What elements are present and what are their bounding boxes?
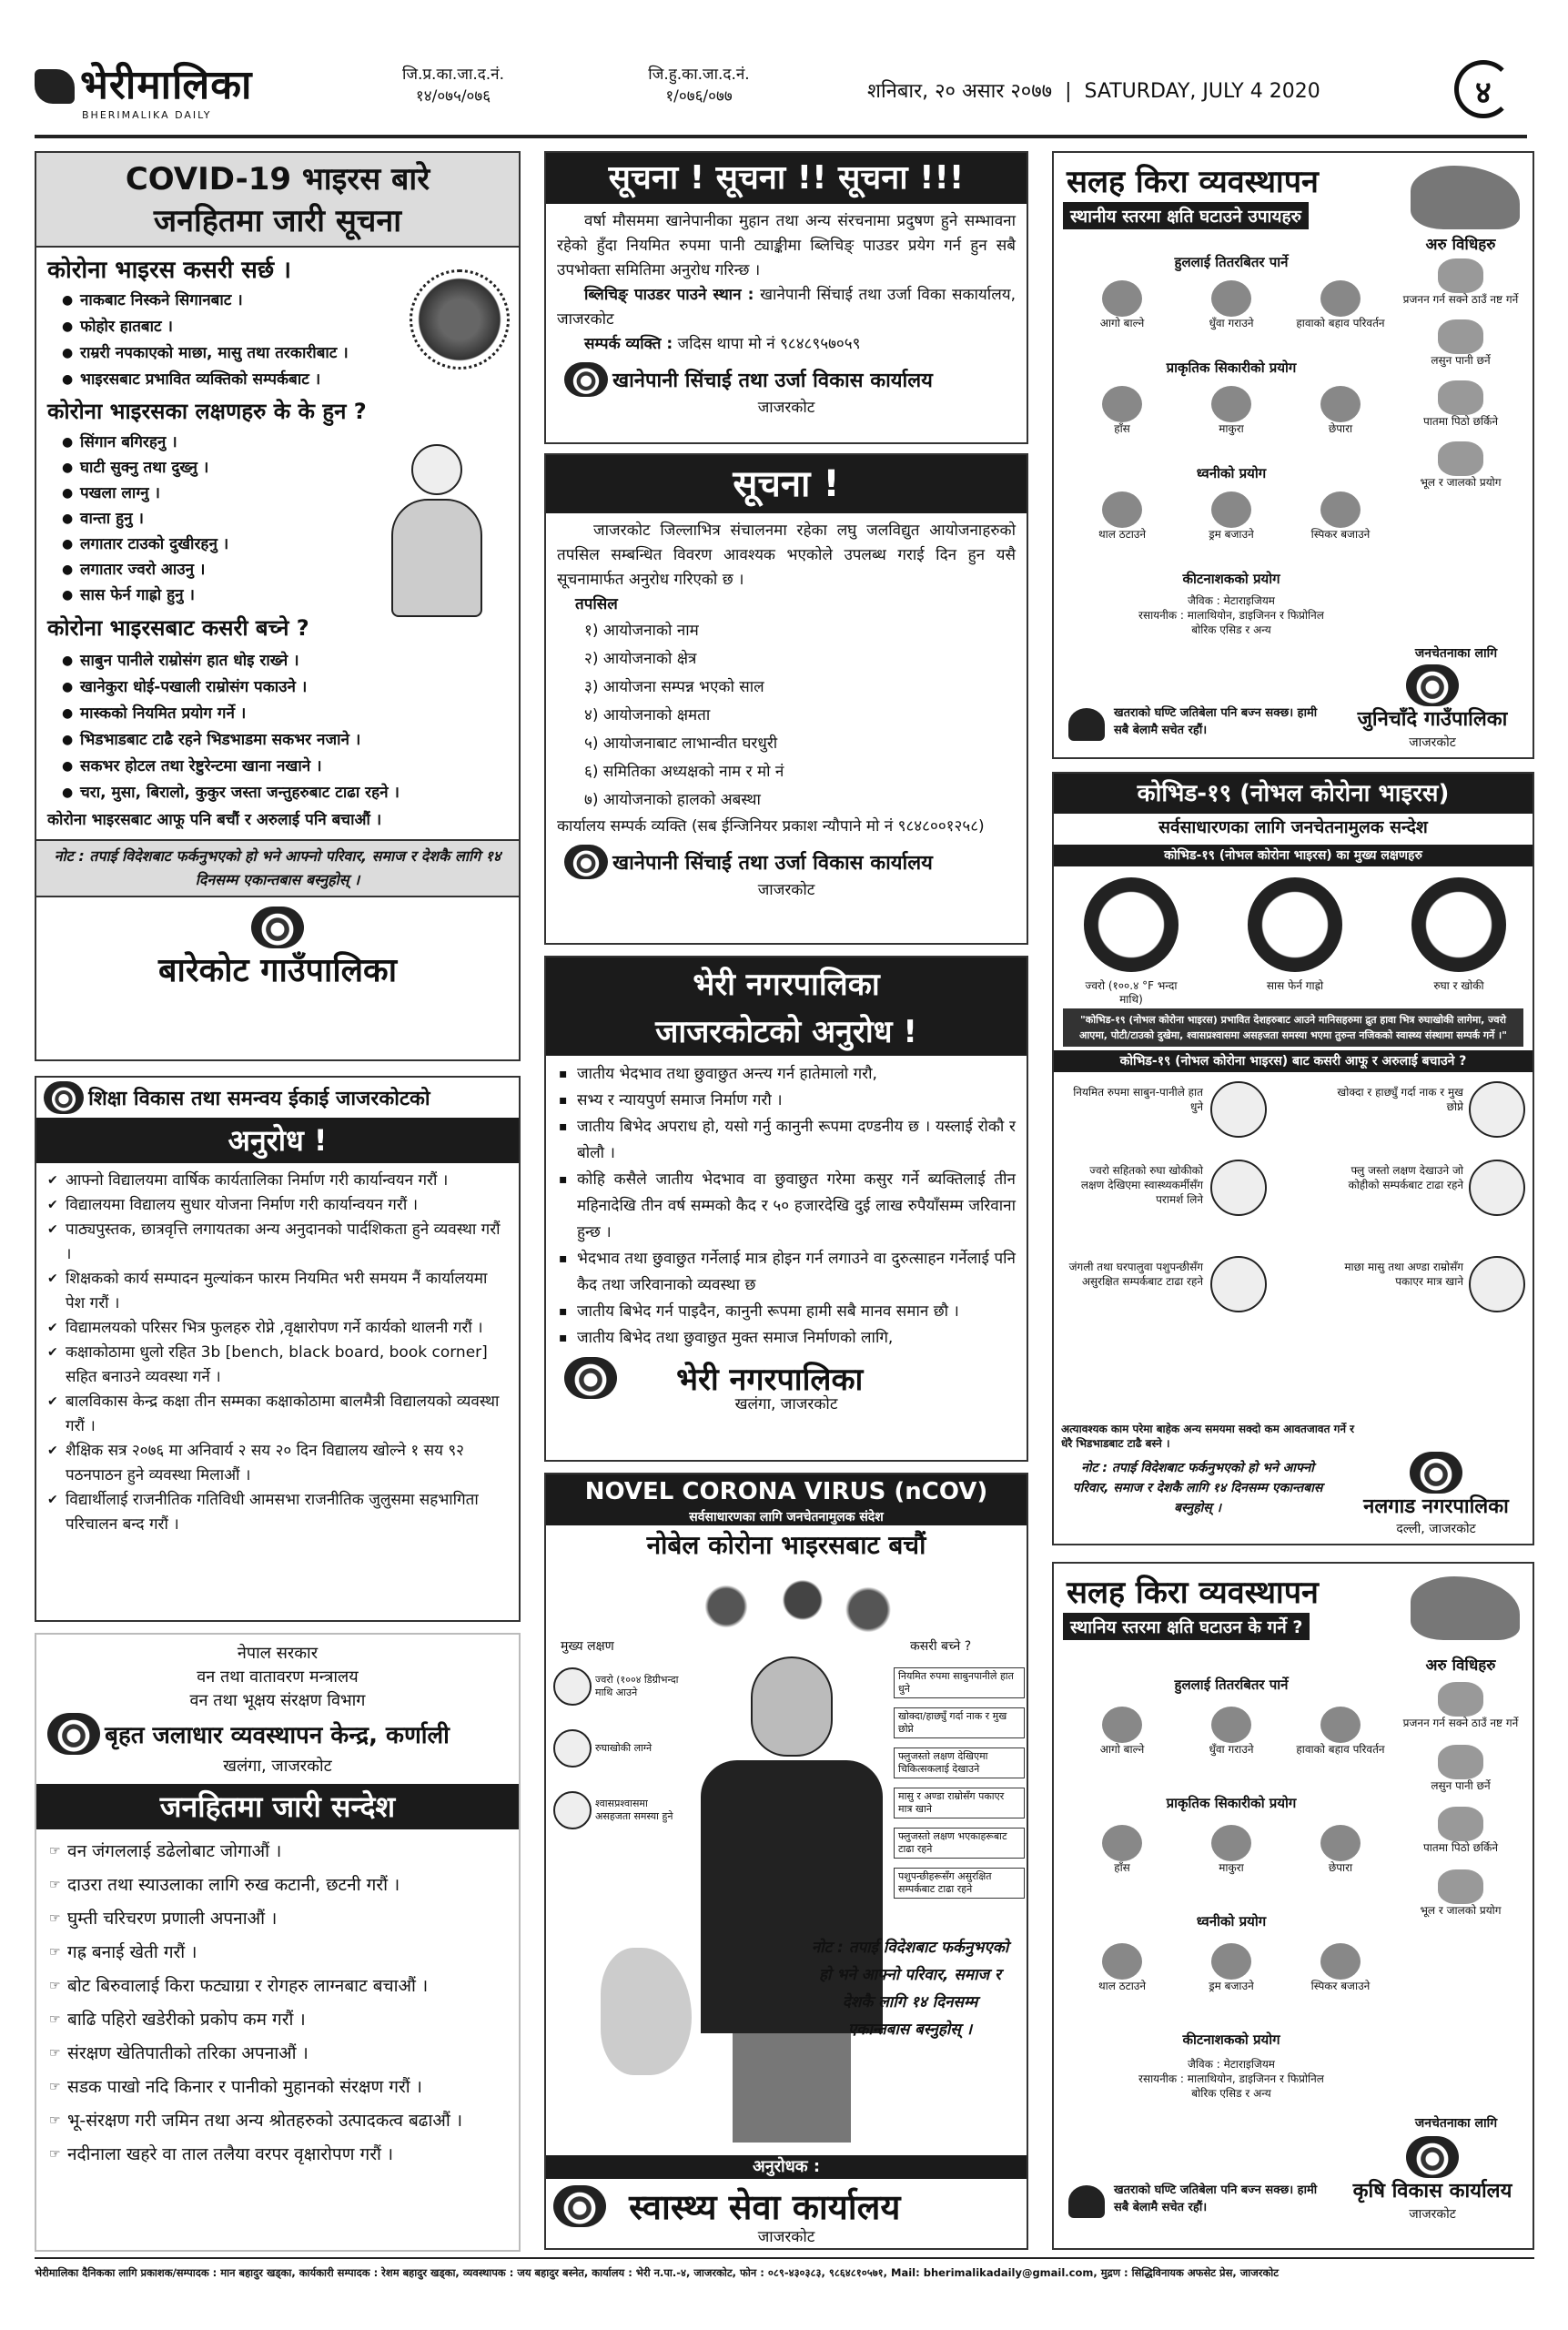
duck-icon — [1102, 386, 1142, 422]
education-notice — [35, 1076, 521, 1622]
ncov-subtitle: सर्वसाधारणका लागि जनचेतनामुलक संदेश — [546, 1509, 1027, 1525]
watershed-item: ☞ संरक्षण खेतिपातीको तरिका अपनाऔं । — [47, 2037, 508, 2071]
bheri-item: ▪ जातीय बिभेद तथा छुवाछुत मुक्त समाज निर्माणको लागि, — [557, 1325, 1016, 1352]
speaker-icon — [1320, 1943, 1361, 1980]
symptom-heading: कोरोना भाइरसका लक्षणहरु के के हुन ? — [47, 399, 367, 424]
locust-management-2 — [1052, 1562, 1534, 2250]
spread-item: ● फोहोर हातबाट । — [60, 314, 357, 340]
symptom-item: ● लगातार ज्वरो आउनु । — [60, 557, 357, 582]
education-item: ✔ बालविकास केन्द्र कक्षा तीन सम्मका कक्षाकोठामा बालमैत्री विद्यालयको व्यवस्था गरौं । — [46, 1390, 510, 1439]
protect-item: ● भिडभाडबाट टाढै रहने भिडभाडमा सकभर नजाने । — [60, 727, 484, 754]
notice2-place: जाजरकोट — [757, 881, 815, 899]
ncov-item-text: खोक्दा/हाछ्युँ गर्दा नाक र मुख छोप्ने — [894, 1707, 1025, 1738]
drum-icon — [1211, 491, 1251, 528]
page-number-badge: ४ — [1454, 60, 1512, 118]
pest-method-item: हावाको बहाव परिवर्तन — [1290, 1707, 1391, 1757]
pest-method-item: स्पिकर बजाउने — [1290, 491, 1391, 542]
education-item: ✔ विद्यामलयको परिसर भित्र फुलहरु रोप्ने ,वृक्षारोपण गर्ने कार्यको थालनी गरौं । — [46, 1316, 510, 1341]
education-item: ✔ कक्षाकोठामा धुलो रहित 3b [bench, black board, book corner] सहित बनाउने व्यवस्था गर्ने । — [46, 1341, 510, 1390]
wind-icon — [1320, 1707, 1361, 1743]
prevention-icon — [1210, 1081, 1267, 1138]
covid-note: नोट : तपाई विदेशबाट फर्कनुभएको हो भने आफ्नो परिवार, समाज र देशकै लागि १४ दिनसम्म एकान्तबास बस्नुहोस् । — [36, 839, 519, 897]
education-list — [36, 1163, 519, 1543]
garlic-icon — [1438, 319, 1483, 354]
pest-method-item: ड्रम बजाउने — [1181, 1943, 1281, 1993]
covid19-bold-note: अत्यावश्यक काम परेमा बाहेक अन्य समयमा सक्दो कम आवतजावत गर्ने र धेरै भिडभाडबाट टाढै बस्ने । — [1061, 1423, 1355, 1450]
newspaper-logo — [35, 62, 308, 121]
protect-heading: कोरोना भाइरसबाट कसरी बच्ने ? — [47, 615, 309, 641]
pest-title: सलह किरा व्यवस्थापन — [1067, 1575, 1319, 1611]
ncov-symptom-item — [553, 1729, 681, 1768]
pest-method-item: ड्रम बजाउने — [1181, 491, 1281, 542]
covid19-subtitle: सर्वसाधारणका लागि जनचेतनामुलक सन्देश — [1158, 817, 1428, 837]
notice2-item: १) आयोजनाको नाम — [584, 622, 699, 640]
covid19-prevent-grid — [1054, 1072, 1533, 1345]
symptom-item: ● वान्ता हुनु । — [60, 506, 357, 532]
flour-icon — [1438, 380, 1483, 415]
plate-icon — [1102, 491, 1142, 528]
pest-method-item: थाल ठटाउने — [1072, 491, 1172, 542]
notice2-title: सूचना ! — [546, 455, 1027, 513]
nepal-emblem-icon — [44, 1081, 84, 1114]
symptom-item: ● घाटी सुक्नु तथा दुख्नु । — [60, 455, 357, 481]
covid19-info: "कोभिड-१९ (नोभल कोरोना भाइरस) प्रभावित देशहरुबाट आउने मानिसहरुमा द्रुत हावा भित्र रुघाखोकी लागेमा, ज्वरो आएमा, पोटी/टाउको दुखेमा, श्वासप्रश्वासमा असहजता समस्या भएमा तुरुन्त नजिकको स्वास्थ्य संस्थामा सम्पर्क गर्ने ।" — [1063, 1008, 1523, 1047]
drum-icon — [1211, 1943, 1251, 1980]
wind-icon — [1320, 280, 1361, 317]
symptom-list — [47, 430, 357, 608]
ncov-prevent-item — [894, 1748, 1025, 1778]
covid19-title: कोभिड-१९ (नोभल कोरोना भाइरस) — [1054, 774, 1533, 814]
pest-alert: खतराको घण्टि जतिबेला पनि बज्न सक्छ। हामी सबै बेलामै सचेत रहौं। — [1114, 2183, 1318, 2214]
notice1-org-row — [546, 362, 1027, 397]
pest-aware-label: जनचेतनाका लागि — [1414, 2115, 1498, 2131]
pest-pesticides: जैविक : मेटाराइजियम रसायनीक : मालाथियोन, डाइजिनन र फिप्रोनिल बोरिक एसिड र अन्य — [1138, 2058, 1324, 2101]
pest-subtitle: स्थानिय स्तरमा क्षति घटाउन के गर्ने ? — [1063, 1613, 1310, 1640]
cough-face-icon — [1411, 877, 1506, 972]
lizard-icon — [1320, 386, 1361, 422]
nepal-emblem-icon — [1406, 664, 1459, 706]
symptom-item: ● पखला लाग्नु । — [60, 481, 357, 506]
covid-notice — [35, 151, 521, 1061]
symptom-face-icon — [553, 1667, 592, 1706]
covid19-prevent-right: फ्लु जस्तो लक्षण देखाउने जो कोहीको सम्पर्कबाट टाढा रहने — [1348, 1164, 1463, 1191]
ncov-item-text: ज्वरो (१००४ डिग्रीभन्दा माथि आउने — [595, 1674, 679, 1698]
education-item: ✔ शैक्षिक सत्र २०७६ मा अनिवार्य २ सय २० दिन विद्यालय खोल्ने १ सय ९२ पठनपाठन हुने व्यवस्था मिलाऔं । — [46, 1439, 510, 1488]
pest-method-item: छेपारा — [1290, 1825, 1391, 1875]
plant-icon — [1438, 258, 1483, 293]
nepal-emblem-icon — [47, 1713, 100, 1755]
nalgad-org: नलगाड नगरपालिका — [1363, 1495, 1509, 1518]
notice2-item: ६) समितिका अध्यक्षको नाम र मो नं — [584, 763, 784, 781]
watershed-item: ☞ सडक पाखो नदि किनार र पानीको मुहानको संरक्षण गरौं । — [47, 2071, 508, 2104]
pest-others-heading: अरु विधिहरु — [1425, 1656, 1496, 1675]
hydro-notice — [544, 453, 1028, 945]
duck-icon — [1102, 1825, 1142, 1861]
ncov-poster — [544, 1473, 1028, 2250]
symptom-face-icon — [553, 1729, 592, 1768]
watershed-item: ☞ घुम्ती चरिचरण प्रणाली अपनाऔं । — [47, 1902, 508, 1936]
symptom-item: ● सास फेर्न गाह्रो हुनु । — [60, 582, 357, 608]
smoke-icon — [1211, 1707, 1251, 1743]
nepal-emblem-icon — [564, 1357, 617, 1399]
registration-2: जि.हु.का.जा.द.नं. १/०७६/०७७ — [648, 66, 750, 106]
prevention-icon — [1210, 1160, 1267, 1216]
education-item: ✔ पाठ्यपुस्तक, छात्रवृत्ति लगायतका अन्य अनुदानको पार्दशिकता हुने व्यवस्था गरौं । — [46, 1218, 510, 1267]
pest-sec3: ध्वनीको प्रयोग — [1196, 465, 1267, 481]
protect-item: ● खानेकुरा धोई-पखाली राम्रोसंग पकाउने । — [60, 674, 484, 701]
ncov-prevent-item — [894, 1667, 1025, 1698]
bheri-place: खलंगा, जाजरकोट — [734, 1395, 838, 1413]
education-item: ✔ विद्यार्थीलाई राजनीतिक गतिविधी आमसभा राजनीतिक जुलुसमा सहभागिता परिचालन बन्द गरौं । — [46, 1488, 510, 1537]
pest-other-item: भूल र जालको प्रयोग — [1401, 1869, 1520, 1918]
pest-other-item: पातमा पिठो छर्किने — [1401, 380, 1520, 429]
pest-others-heading: अरु विधिहरु — [1425, 236, 1496, 254]
bheri-item: ▪ भेदभाव तथा छुवाछुत गर्नेलाई मात्र होइन गर्न लगाउने वा दुरुत्साहन गर्नेलाई पनि कैद तथा जरिवानाको व्यवस्था छ — [557, 1246, 1016, 1299]
pest-pesticides: जैविक : मेटाराइजियम रसायनीक : मालाथियोन, डाइजिनन र फिप्रोनिल बोरिक एसिड र अन्य — [1138, 594, 1324, 636]
watershed-org: बृहत जलाधार व्यवस्थापन केन्द्र, कर्णाली — [105, 1722, 450, 1749]
pest-sec4: कीटनाशकको प्रयोग — [1182, 571, 1280, 587]
pest-method-item: छेपारा — [1290, 386, 1391, 436]
pest-sec3: ध्वनीको प्रयोग — [1196, 1913, 1267, 1930]
pest-method-item: आगो बाल्ने — [1072, 280, 1172, 330]
notice2-item: २) आयोजनाको क्षेत्र — [584, 650, 697, 668]
pest-method-item: स्पिकर बजाउने — [1290, 1943, 1391, 1993]
breathing-face-icon — [1248, 877, 1342, 972]
pest-method-item: हावाको बहाव परिवर्तन — [1290, 280, 1391, 330]
ncov-item-text: मासु र अण्डा राम्रोसँग पकाएर मात्र खाने — [894, 1788, 1025, 1818]
ncov-org: स्वास्थ्य सेवा कार्यालय — [629, 2187, 901, 2227]
pest-sec2: प्राकृतिक सिकारीको प्रयोग — [1166, 360, 1297, 376]
watershed-item: ☞ वन जंगललाई डढेलोबाट जोगाऔं । — [47, 1835, 508, 1869]
covid19-symptom-item: सास फेर्न गाह्रो — [1236, 877, 1354, 993]
watershed-notice — [35, 1633, 521, 2252]
ncov-org-row — [553, 2183, 900, 2230]
ncov-symptom-item — [553, 1667, 681, 1706]
bheri-item: ▪ जातीय भेदभाव तथा छुवाछुत अन्त्य गर्न हातेमालो गरौ, — [557, 1061, 1016, 1088]
watershed-item: ☞ भू-संरक्षण गरी जमिन तथा अन्य श्रोतहरुको उत्पादकत्व बढाऔं । — [47, 2104, 508, 2138]
pest-title: सलह किरा व्यवस्थापन — [1067, 164, 1319, 200]
nepal-emblem-icon — [251, 907, 304, 948]
nepal-emblem-icon — [553, 2185, 606, 2227]
ncov-title: NOVEL CORONA VIRUS (nCOV) — [546, 1474, 1027, 1509]
spread-item: ● नाकबाट निस्कने सिगानबाट । — [60, 288, 357, 314]
net-icon — [1438, 441, 1483, 476]
pest-method-item: आगो बाल्ने — [1072, 1707, 1172, 1757]
plate-icon — [1102, 1943, 1142, 1980]
barekot-org: बारेकोट गाउँपालिका — [157, 952, 398, 989]
notice2-body: जाजरकोट जिल्लाभित्र संचालनमा रहेका लघु जलविद्युत आयोजनाहरुको तपसिल सम्बन्धित विवरण आवश्यक भएकोले उपलब्ध गराई दिन हुन यसै सूचनामार्फत अनुरोध गरिएको छ । तपसिल १) आयोजनाको नाम २) आयोजनाको क्षेत्र ३) आयोजना सम्पन्न भएको साल ४) आयोजनाको क्षमता ५) आयोजनाबाट लाभान्वीत घरधुरी ६) समितिका अध्यक्षको नाम र मो नं ७) आयोजनाको हालको अबस्था कार्यालय सम्पर्क व्यक्ति (सब ईन्जिनियर प्रकाश न्यौपाने मो नं ९८४८००१२५८) — [557, 522, 1016, 836]
symptom-item: ● सिंगान बगिरहनु । — [60, 430, 357, 455]
pest-org-block: कृषि विकास कार्यालय जाजरकोट — [1341, 2136, 1523, 2223]
symptom-item: ● लगातार टाउको दुखीरहनु । — [60, 532, 357, 557]
notice2-item: ७) आयोजनाको हालको अबस्था — [584, 791, 761, 809]
sneezing-man-illustration — [692, 1656, 892, 2148]
pest-alert: खतराको घण्टि जतिबेला पनि बज्न सक्छ। हामी सबै बेलामै सचेत रहौं। — [1114, 706, 1318, 737]
plant-icon — [1438, 1682, 1483, 1717]
alarm-bell-icon — [1068, 2185, 1105, 2218]
registration-1: जि.प्र.का.जा.द.नं. १४/०७५/०७६ — [401, 66, 505, 106]
covid19-prevent-left: नियमित रुपमा साबुन-पानीले हात धुने — [1073, 1086, 1203, 1113]
bheri-title: भेरी नगरपालिका जाजरकोटको अनुरोध ! — [546, 957, 1027, 1056]
ncov-prevent-item — [894, 1788, 1025, 1818]
footer-imprint: भेरीमालिका दैनिकका लागि प्रकाशक/सम्पादक : मान बहादुर खड्का, कार्यकारी सम्पादक : रेशम बहादुर खड्का, व्यवस्थापक : जय बहादुर बस्नेत, कार्यालय : भेरी न.पा.-४, जाजरकोट, फोन : ०८९-४३०३८३, ९८६४८१०५७१, Mail: bherimalikadaily@gmail.com, मुद्रण : सिद्धिविनायक अफसेट प्रेस, जाजरकोट — [35, 2266, 1280, 2279]
symptom-face-icon — [553, 1791, 592, 1829]
ncov-symptom-item — [553, 1791, 681, 1829]
nepal-emblem-icon — [564, 845, 608, 879]
ncov-item-text: रुघाखोकी लाग्ने — [595, 1742, 652, 1754]
nalgad-org-block — [1345, 1452, 1527, 1538]
covid19-poster — [1052, 772, 1534, 1545]
pest-other-item: भूल र जालको प्रयोग — [1401, 441, 1520, 490]
ncov-symptom-list — [553, 1667, 681, 1853]
virus-icon — [410, 269, 510, 370]
spread-heading: कोरोना भाइरस कसरी सर्छ । — [47, 257, 291, 284]
spread-item: ● भाइरसबाट प्रभावित व्यक्तिको सम्पर्कबाट । — [60, 367, 357, 393]
pest-method-item: धुँवा गराउने — [1181, 280, 1281, 330]
protect-item: ● मास्कको नियमित प्रयोग गर्ने । — [60, 701, 484, 727]
nepal-emblem-icon — [1410, 1452, 1462, 1494]
pest-aware-label: जनचेतनाका लागि — [1414, 646, 1498, 661]
education-item: ✔ शिक्षकको कार्य सम्पादन मुल्यांकन फारम नियमित भरी समयम नैं कार्यालयमा पेश गरौं । — [46, 1267, 510, 1316]
pest-other-item: प्रजनन गर्न सक्ने ठाउँ नष्ट गर्ने — [1401, 258, 1520, 307]
water-notice-1 — [544, 151, 1028, 444]
ncov-item-text: फ्लुजस्तो लक्षण देखिएमा चिकित्सकलाई देखाउने — [894, 1748, 1025, 1778]
bheri-request — [544, 956, 1028, 1462]
flour-icon — [1438, 1807, 1483, 1841]
locust-management-1 — [1052, 151, 1534, 759]
covid19-prevent-right: माछा मासु तथा अण्डा राम्रोसँग पकाएर मात्र खाने — [1344, 1261, 1463, 1288]
prevention-icon — [1469, 1256, 1525, 1312]
smoke-icon — [1211, 280, 1251, 317]
bheri-org: भेरी नगरपालिका — [676, 1362, 864, 1398]
ncov-item-text: फ्लुजस्तो लक्षण भएकाहरूबाट टाढा रहने — [894, 1828, 1025, 1859]
covid19-symptom-row — [1054, 870, 1533, 1007]
covid19-symptom-item: ज्वरो (१००.४ °F भन्दा माथि) — [1072, 877, 1190, 1007]
pest-sec2: प्राकृतिक सिकारीको प्रयोग — [1166, 1795, 1297, 1812]
covid19-prevent-left: जंगली तथा घरपालुवा पशुपन्छीसँग असुरक्षित सम्पर्कबाट टाढा रहने — [1068, 1261, 1203, 1288]
pest-method-item: हाँस — [1072, 386, 1172, 436]
nepal-emblem-icon — [1406, 2136, 1459, 2178]
spread-list — [47, 288, 357, 393]
notice2-item: ४) आयोजनाको क्षमता — [584, 706, 711, 724]
watershed-list — [36, 1829, 519, 2177]
notice1-place: जाजरकोट — [757, 399, 815, 417]
watershed-item: ☞ नदीनाला खहरे वा ताल तलैया वरपर वृक्षारोपण गरौं । — [47, 2138, 508, 2172]
bheri-item: ▪ कोहि कसैले जातीय भेदभाव वा छुवाछुत गरेमा कसुर गर्ने ब्यक्तिलाई तीन महिनादेखि तीन वर्ष सम्मको कैद र ५० हजारदेखि दुई लाख रुपैयाँसम्म जरिवाना हुन्छ । — [557, 1167, 1016, 1246]
notice1-body: वर्षा मौसममा खानेपानीका मुहान तथा अन्य संरचनामा प्रदुषण हुने सम्भावना रहेको हुँदा नियमित रुपमा पानी ट्याङ्कीमा ब्लिचिङ् पाउडर प्रयेग गर्न हुन सबै उपभोक्ता समितिमा अनुरोध गरिन्छ । ब्लिचिङ् पाउडर पाउने स्थान : खानेपानी सिंचाई तथा उर्जा विका सकार्यालय, जाजरकोट सम्पर्क व्यक्ति : जदिस थापा मो नं ९८४८९५७०५९ — [557, 212, 1016, 353]
protect-list — [47, 648, 484, 806]
spider-icon — [1211, 1825, 1251, 1861]
bheri-item: ▪ सभ्य र न्यायपुर्ण समाज निर्माण गरौ । — [557, 1088, 1016, 1114]
pest-other-item: लसुन पानी छर्ने — [1401, 1745, 1520, 1793]
fire-icon — [1102, 280, 1142, 317]
watershed-org-row — [36, 1713, 519, 1755]
footer-rule — [35, 2257, 1534, 2259]
ncov-prevent-item — [894, 1868, 1025, 1899]
protect-item: ● साबुन पानीले राम्रोसंग हात धोइ राख्ने । — [60, 648, 484, 674]
education-header: शिक्षा विकास तथा समन्वय ईकाई जाजरकोटको — [36, 1078, 519, 1118]
pest-other-item: पातमा पिठो छर्किने — [1401, 1807, 1520, 1855]
pest-sec1: हुललाई तितरबितर पार्ने — [1174, 254, 1289, 270]
nepal-emblem-icon — [564, 362, 608, 397]
education-item: ✔ आफ्नो विद्यालयमा वार्षिक कार्यतालिका निर्माण गरी कार्यान्वयन गरौं । — [46, 1169, 510, 1193]
notice2-org: खानेपानी सिंचाई तथा उर्जा विकास कार्यालय — [612, 852, 933, 875]
pest-org-block: जुनिचाँदे गाउँपालिका जाजरकोट — [1341, 664, 1523, 751]
ncov-note: नोट : तपाई विदेशबाट फर्कनुभएको हो भने आफ्नो परिवार, समाज र देशकै लागि १४ दिनसम्म एकान्तबास बस्नुहोस् । — [811, 1939, 1009, 2039]
ncov-prevent-list — [894, 1667, 1025, 1908]
watershed-item: ☞ दाउरा तथा स्याउलाका लागि रुख कटानी, छटनी गरौं । — [47, 1869, 508, 1902]
alarm-bell-icon — [1068, 708, 1105, 741]
nalgad-place: दल्ली, जाजरकोट — [1396, 1522, 1476, 1536]
net-icon — [1438, 1869, 1483, 1904]
watershed-title: जनहितमा जारी सन्देश — [36, 1784, 519, 1829]
covid19-symptom-bar: कोभिड-१९ (नोभल कोरोना भाइरस) का मुख्य लक्षणहरु — [1054, 845, 1533, 866]
ncov-requester-label: अनुरोधक : — [546, 2155, 1027, 2179]
virus-cluster-icon — [683, 1575, 901, 1638]
speaker-icon — [1320, 491, 1361, 528]
protect-item: ● चरा, मुसा, बिरालो, कुकुर जस्ता जन्तुहरुबाट टाढा रहने । — [60, 780, 484, 806]
covid-bottom-line: कोरोना भाइरसबाट आफू पनि बचौं र अरुलाई पनि बचाऔं । — [47, 811, 382, 829]
pest-other-item: लसुन पानी छर्ने — [1401, 319, 1520, 368]
covid-notice-title: COVID-19 भाइरस बारे जनहितमा जारी सूचना — [36, 153, 519, 248]
pest-sec1: हुललाई तितरबितर पार्ने — [1174, 1677, 1289, 1694]
pest-other-item: प्रजनन गर्न सक्ने ठाउँ नष्ट गर्ने — [1401, 1682, 1520, 1730]
prevention-icon — [1469, 1081, 1525, 1138]
bheri-list — [546, 1056, 1027, 1357]
sick-person-icon — [382, 444, 491, 626]
covid19-prevent-right: खोक्दा र हाछ्युँ गर्दा नाक र मुख छोप्ने — [1337, 1086, 1463, 1113]
pest-method-item: धुँवा गराउने — [1181, 1707, 1281, 1757]
garlic-icon — [1438, 1745, 1483, 1779]
ncov-item-text: नियमित रुपमा साबुनपानीले हात धुने — [894, 1667, 1025, 1698]
notice2-item: ३) आयोजना सम्पन्न भएको साल — [584, 678, 764, 696]
ncov-item-text: श्वासप्रश्वासमा असहजता समस्या हुने — [595, 1798, 673, 1822]
watershed-place: खलंगा, जाजरकोट — [223, 1757, 332, 1776]
notice2-item: ५) आयोजनाबाट लाभान्वीत घरधुरी — [584, 734, 778, 753]
logo-text: भेरीमालिका — [80, 62, 253, 108]
watershed-item: ☞ गह्र बनाई खेती गरौं । — [47, 1936, 508, 1970]
ncov-item-text: पशुपन्छीहरूसँग असुरक्षित सम्पर्कबाट टाढा रहने — [894, 1868, 1025, 1899]
prevention-icon — [1210, 1256, 1267, 1312]
pest-method-item: हाँस — [1072, 1825, 1172, 1875]
pest-subtitle: स्थानीय स्तरमा क्षति घटाउने उपायहरु — [1063, 202, 1309, 229]
notice1-org: खानेपानी सिंचाई तथा उर्जा विकास कार्यालय — [612, 370, 933, 392]
ncov-prevent-item — [894, 1707, 1025, 1738]
bheri-item: ▪ जातीय बिभेद गर्न पाइदैन, कानुनी रूपमा हामी सबै मानव समान छौ । — [557, 1299, 1016, 1325]
logo-subtitle: BHERIMALIKA DAILY — [82, 109, 212, 121]
world-map-icon — [601, 1948, 692, 2075]
bheri-item: ▪ जातीय बिभेद अपराध हो, यसो गर्नु कानुनी रूपमा दण्डनीय छ । यस्लाई रोकौ र बोलौ । — [557, 1114, 1016, 1167]
masthead — [35, 56, 1527, 138]
watershed-ministry: नेपाल सरकार वन तथा वातावरण मन्त्रालय वन तथा भूक्षय संरक्षण विभाग — [189, 1644, 366, 1710]
ncov-place: जाजरकोट — [757, 2228, 815, 2246]
watershed-item: ☞ बोट बिरुवालाई किरा फट्याग्रा र रोगहरु लाग्नबाट बचाऔं । — [47, 1970, 508, 2003]
watershed-item: ☞ बाढि पहिरो खडेरीको प्रकोप कम गरौं । — [47, 2003, 508, 2037]
issue-date: शनिबार, २० असार २०७७ | SATURDAY, JULY 4 2020 — [867, 80, 1320, 103]
covid19-symptom-item: रुघा र खोकी — [1400, 877, 1518, 993]
ncov-headline: नोबेल कोरोना भाइरसबाट बचौं — [646, 1530, 926, 1560]
covid19-prevent-left: ज्वरो सहितको रुघा खोकीको लक्षण देखिएमा स्वास्थ्यकर्मीसँग परामर्श लिने — [1080, 1164, 1203, 1206]
education-item: ✔ विद्यालयमा विद्यालय सुधार योजना निर्माण गरी कार्यान्वयन गरौं । — [46, 1193, 510, 1218]
prevention-icon — [1469, 1160, 1525, 1216]
ncov-prevent-heading: कसरी बच्ने ? — [910, 1639, 972, 1654]
notice2-list — [557, 617, 1016, 815]
fever-face-icon — [1084, 877, 1179, 972]
pest-sec4: कीटनाशकको प्रयोग — [1182, 2031, 1280, 2048]
covid19-prevent-bar: कोभिड-१९ (नोभल कोरोना भाइरस) बाट कसरी आफू र अरुलाई बचाउने ? — [1054, 1050, 1533, 1072]
ncov-prevent-item — [894, 1828, 1025, 1859]
education-title: अनुरोध ! — [36, 1118, 519, 1163]
protect-item: ● सकभर होटल तथा रेष्टुरेन्टमा खाना नखाने । — [60, 754, 484, 780]
spread-item: ● राम्ररी नपकाएको माछा, मासु तथा तरकारीबाट । — [60, 340, 357, 367]
pest-method-item: थाल ठटाउने — [1072, 1943, 1172, 1993]
fire-icon — [1102, 1707, 1142, 1743]
lizard-icon — [1320, 1825, 1361, 1861]
ncov-symptom-heading: मुख्य लक्षण — [561, 1639, 614, 1654]
notice1-title: सूचना ! सूचना !! सूचना !!! — [546, 153, 1027, 204]
notice2-org-row — [546, 845, 1027, 879]
spider-icon — [1211, 386, 1251, 422]
logo-icon — [35, 69, 75, 104]
pest-method-item: माकुरा — [1181, 1825, 1281, 1875]
covid19-note: नोट : तपाई विदेशबाट फर्कनुभएको हो भने आफ्नो परिवार, समाज र देशकै लागि १४ दिनसम्म एकान्तबास बस्नुहोस् । — [1072, 1461, 1323, 1515]
pest-method-item: माकुरा — [1181, 386, 1281, 436]
